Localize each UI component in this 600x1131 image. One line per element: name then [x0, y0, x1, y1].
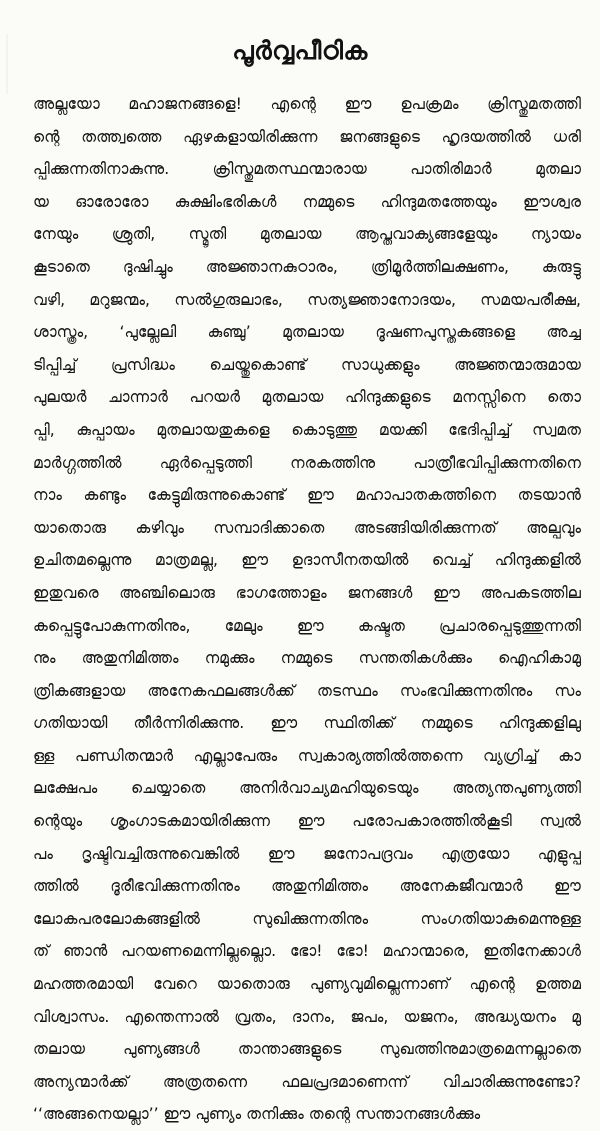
text-line: പുലയർ ചാന്നാർ പറയർ മുതലായ ഹിന്ദുക്കളുടെ മനസ്സിനെ തൊ: [33, 388, 581, 407]
text-line: ത് ഞാൻ പറയണമെന്നില്ലല്ലൊ. ഭോ! ഭോ! മഹാന്മാരെ, ഇതിനേക്കാൾ: [33, 942, 581, 961]
text-line: ഉചിതമല്ലെന്നു മാത്രമല്ല, ഈ ഉദാസീനതയിൽ വെച്ച് ഹിന്ദുക്കളിൽ: [33, 551, 581, 570]
text-line: യ ഓരോരോ കുക്ഷിംഭരികൾ നമ്മുടെ ഹിന്ദുമതത്തേയും ഈശ്വര: [33, 192, 581, 211]
text-line: തലായ പുണ്യങ്ങൾ താന്താങ്ങളുടെ സുഖത്തിനുമാത്രമെന്നല്ലാതെ: [33, 1040, 581, 1059]
text-line: കപ്പെട്ടുപോകുന്നതിനും, മേലും ഈ കഷ്ടത പ്രചാരപ്പെടുത്തുന്നതി: [33, 616, 581, 635]
text-line: നേയും ശ്രുതി, സ്മൃതി മുതലായ ആപ്തവാക്യങ്ങളേയും ന്യായം: [33, 225, 581, 244]
page-title: പൂർവ്വപീഠിക: [232, 36, 368, 65]
text-line: പം ദൃഷ്ടിവച്ചിരുന്നുവെങ്കിൽ ഈ ജനോപദ്രവം എത്രയോ എളുപ്പ: [33, 844, 581, 863]
text-line: ഗതിയായി തീർന്നിരിക്കുന്നു. ഈ സ്ഥിതിക്ക് നമ്മുടെ ഹിന്ദുക്കളിലു: [33, 714, 581, 733]
text-line: മഹത്തരമായി വേറെ യാതൊരു പുണ്യവുമില്ലെന്നാണ് എന്റെ ഉത്തമ: [33, 975, 581, 994]
text-line: ന്റെയും ശൃംഗാടകമായിരിക്കുന്ന ഈ പരോപകാരത്തിൽകൂടി സ്വൽ: [33, 812, 581, 831]
text-line: ഇതുവരെ അഞ്ചിലൊരു ഭാഗത്തോളം ജനങ്ങൾ ഈ അപകടത്തില: [33, 583, 581, 602]
text-line: വിശ്വാസം. എന്തെന്നാൽ വ്രതം, ദാനം, ജപം, യജനം, അദ്ധ്യയനം മു: [33, 1007, 581, 1026]
text-line: വഴി, മറുജന്മം, സൽഗുരുലാഭം, സത്യജ്ഞാനോദയം, സമയപരീക്ഷ,: [33, 290, 581, 309]
text-line: ന്റെ തത്ത്വത്തെ ഏഴകളായിരിക്കുന്ന ജനങ്ങളുടെ ഹൃദയത്തിൽ ധരി: [33, 127, 581, 146]
text-line: നാം കണ്ടും കേട്ടുമിരുന്നുകൊണ്ട് ഈ മഹാപാതകത്തിനെ തടയാൻ: [33, 486, 581, 505]
text-line: ലോകപരലോകങ്ങളിൽ സുഖിക്കുന്നതിനും സംഗതിയാകുമെന്നുള്ള: [33, 909, 581, 928]
text-line: ത്തിൽ ദൂരീഭവിക്കുന്നതിനും അതുനിമിത്തം അനേകജീവന്മാർ ഈ: [33, 877, 581, 896]
text-line: ള്ള പണ്ഡിതന്മാർ എല്ലാപേരും സ്വകാര്യത്തിൽത്തന്നെ വ്യഗ്രിച്ച് കാ: [33, 746, 581, 765]
text-line: ടിപ്പിച്ച് പ്രസിദ്ധം ചെയ്തുകൊണ്ട് സാധുക്കളും അജ്ഞന്മാരുമായ: [33, 355, 581, 374]
text-line: നും അതുനിമിത്തം നമുക്കും നമ്മുടെ സന്തതികൾക്കും ഐഹികാമു: [33, 649, 581, 668]
body-paragraph: [33, 88, 581, 1131]
text-line: പ്പിക്കുന്നതിനാകുന്നു. ക്രിസ്തുമതസ്ഥന്മാരായ പാതിരിമാർ മുതലാ: [33, 160, 581, 179]
text-line: മാർഗ്ഗത്തിൽ ഏർപ്പെടുത്തി നരകത്തിനു പാത്രീഭവിപ്പിക്കുന്നതിനെ: [33, 453, 581, 472]
text-line: അല്ലയോ മഹാജനങ്ങളെ! എന്റെ ഈ ഉപക്രമം ക്രിസ്തുമതത്തി: [33, 95, 581, 113]
text-line: പ്പി, കുപ്പായം മുതലായതുകളെ കൊടുത്തു മയക്കി ഭേദിപ്പിച്ച് സ്വമത: [33, 420, 581, 439]
text-line: ‘‘അങ്ങനെയല്ലാ’’ ഈ പുണ്യം തനിക്കും തന്റെ സന്താനങ്ങൾക്കും: [33, 1105, 481, 1124]
text-line: യാതൊരു കഴിവും സമ്പാദിക്കാതെ അടങ്ങിയിരിക്കുന്നത് അല്പവും: [33, 518, 581, 537]
text-line: കൂടാതെ ദുഷിച്ചും അജ്ഞാനകുഠാരം, ത്രിമൂർത്തിലക്ഷണം, കുരുട്ടു: [33, 257, 581, 276]
text-line: ത്രികങ്ങളായ അനേകഫലങ്ങൾക്ക് തടസ്ഥം സംഭവിക്കുന്നതിനും സം: [33, 681, 581, 700]
text-line: ശാസ്ത്രം, ‘പുല്ലേലി കുഞ്ചു’ മുതലായ ദൂഷണപുസ്തകങ്ങളെ അച്ച: [33, 323, 581, 342]
text-line: അന്യന്മാർക്ക് അത്രതന്നെ ഫലപ്രദമാണെന്ന് വിചാരിക്കുന്നുണ്ടോ?: [33, 1072, 581, 1091]
text-line: ലക്ഷേപം ചെയ്യാതെ അനിർവാച്യമഹിയുടെയും അത്യന്തപുണ്യത്തി: [33, 779, 581, 798]
